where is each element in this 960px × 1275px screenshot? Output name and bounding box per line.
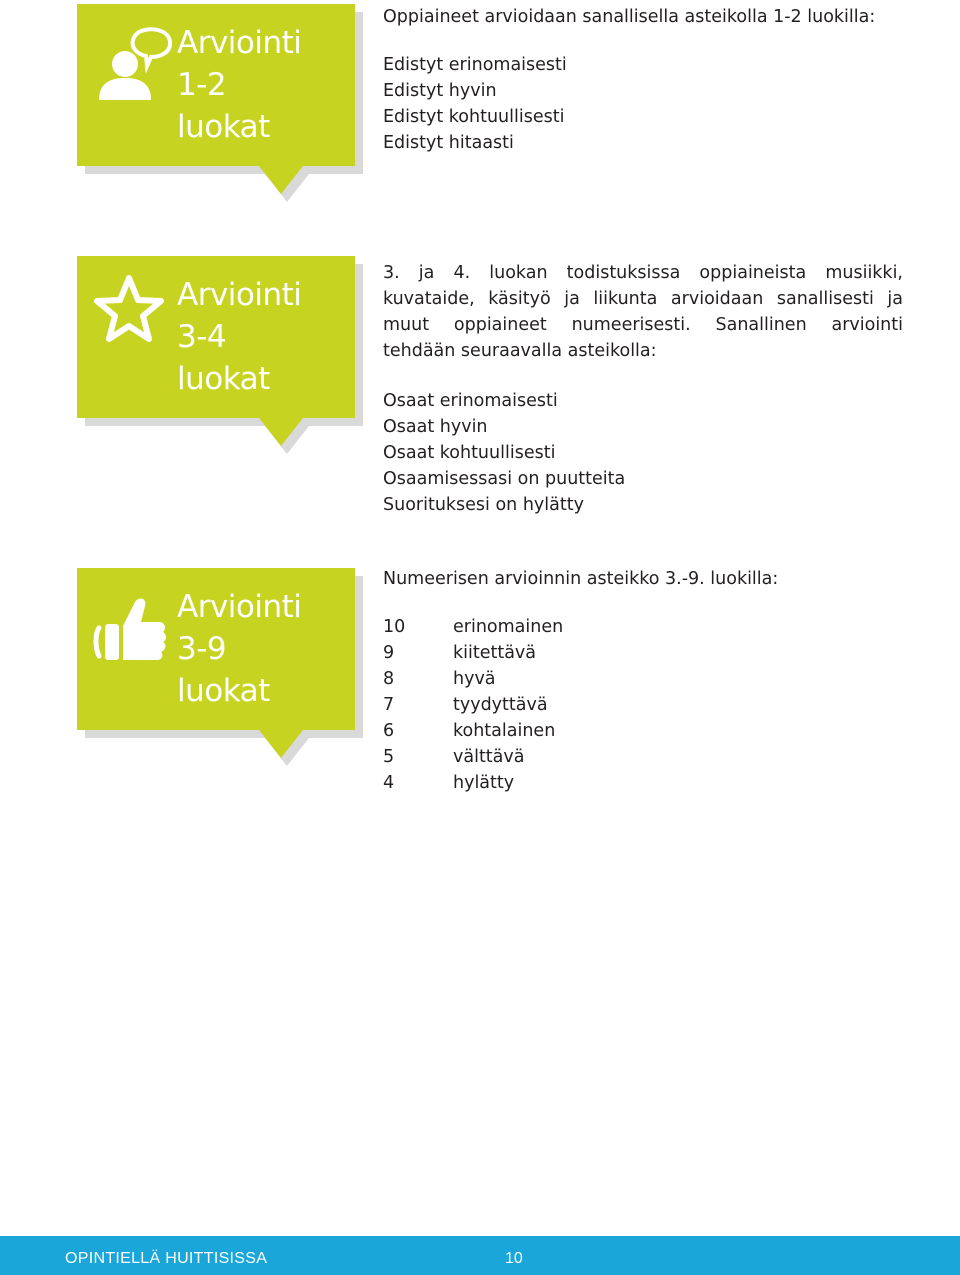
list-item: Osaat kohtuullisesti: [383, 443, 556, 463]
title-line: luokat: [177, 361, 270, 397]
footer-bar: [0, 1236, 960, 1275]
list-item: Osaat hyvin: [383, 417, 488, 437]
grade-row: [383, 640, 778, 666]
thumbs-up-icon: [89, 594, 171, 666]
grade-row: [383, 744, 778, 770]
section-text: [383, 566, 778, 796]
title-line: 3-4: [177, 319, 227, 355]
title-line: 1-2: [177, 67, 227, 103]
list-item: Edistyt hyvin: [383, 81, 497, 101]
list-item: Osaat erinomaisesti: [383, 391, 558, 411]
grade-number: 5: [383, 747, 395, 767]
grade-number: 8: [383, 669, 395, 689]
title-line: 3-9: [177, 631, 227, 667]
grade-number: 9: [383, 643, 395, 663]
grade-label: välttävä: [453, 747, 525, 767]
grade-number: 4: [383, 773, 395, 793]
title-line: Arviointi: [177, 589, 302, 625]
grade-label: hylätty: [453, 773, 515, 793]
grade-label: erinomainen: [453, 617, 564, 637]
grade-label: hyvä: [453, 669, 496, 689]
grade-row: [383, 718, 778, 744]
grade-row: [383, 614, 778, 640]
callout-title: [177, 274, 301, 400]
list-item: Osaamisessasi on puutteita: [383, 469, 626, 489]
star-icon: [93, 274, 165, 344]
grade-row: [383, 770, 778, 796]
grade-number: 7: [383, 695, 395, 715]
grade-label: kohtalainen: [453, 721, 556, 741]
grade-table: [383, 614, 778, 796]
grade-number: 10: [383, 617, 406, 637]
title-line: luokat: [177, 673, 270, 709]
page-number: 10: [505, 1250, 523, 1267]
grade-label: kiitettävä: [453, 643, 537, 663]
list-item: Suorituksesi on hylätty: [383, 495, 584, 515]
grade-row: [383, 666, 778, 692]
section-intro: Numeerisen arvioinnin asteikko 3.-9. luokilla:: [383, 569, 779, 589]
speech-bubble-person-icon: [89, 24, 173, 100]
title-line: Arviointi: [177, 25, 302, 61]
grade-number: 6: [383, 721, 395, 741]
callout-title: [177, 22, 301, 148]
list-item: Edistyt hitaasti: [383, 133, 514, 153]
list-item: Edistyt kohtuullisesti: [383, 107, 565, 127]
section-text: [383, 4, 875, 156]
callout-title: [177, 586, 301, 712]
footer-label: OPINTIELLÄ HUITTISISSA: [65, 1250, 268, 1267]
list-item: Edistyt erinomaisesti: [383, 55, 567, 75]
section-paragraph: 3. ja 4. luokan todistuksissa oppiaineista musiikki, kuvataide, käsityö ja liikunta arvioidaan sanallisesti ja muut oppiaineet numeerisesti. Sanallinen arviointi tehdään seuraavalla asteikolla:: [383, 263, 903, 361]
title-line: Arviointi: [177, 277, 302, 313]
grade-label: tyydyttävä: [453, 695, 548, 715]
section-text: [383, 260, 903, 518]
grade-row: [383, 692, 778, 718]
title-line: luokat: [177, 109, 270, 145]
section-intro: Oppiaineet arvioidaan sanallisella asteikolla 1-2 luokilla:: [383, 7, 876, 27]
